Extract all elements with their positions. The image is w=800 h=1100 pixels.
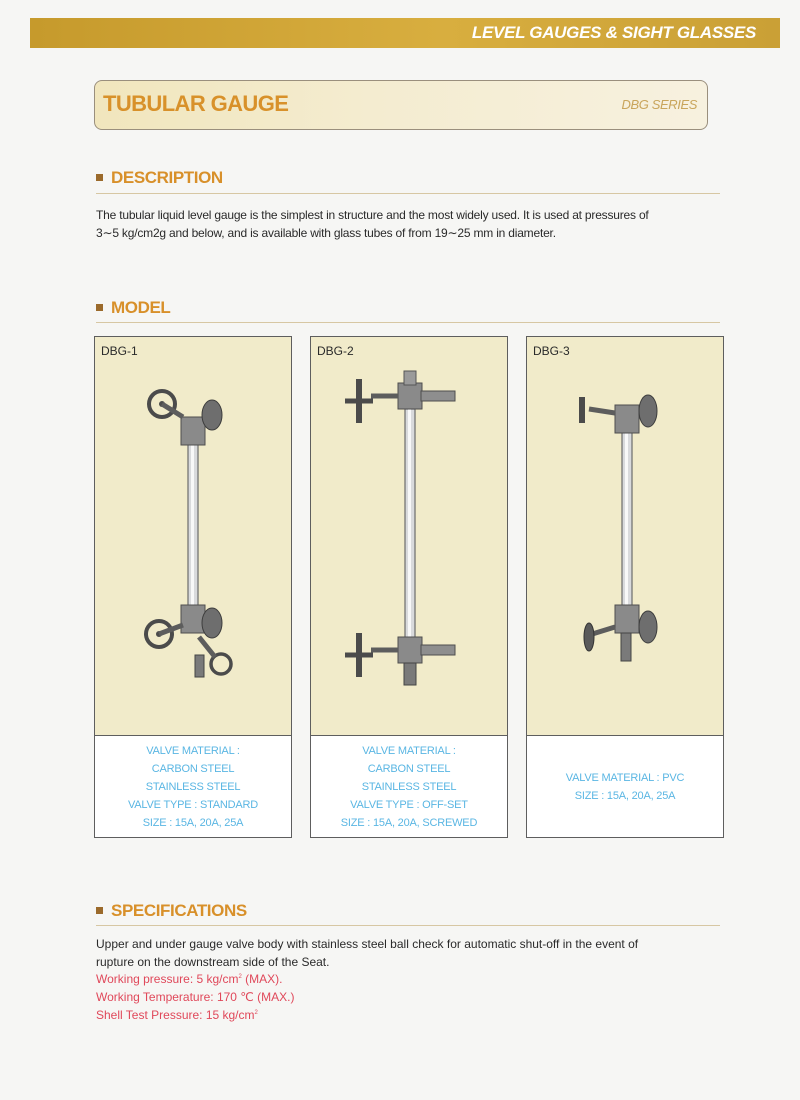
description-text: The tubular liquid level gauge is the simplest in structure and the most widely used. It is used at pressures of 3∼5 kg/cm2g and below, and is available with glass tubes of from 19∼25 mm in diameter. — [96, 208, 649, 240]
specifications-heading: SPECIFICATIONS — [96, 901, 247, 921]
model-card-dbg-3 — [526, 336, 724, 838]
model-card-dbg-1 — [94, 336, 292, 838]
title-box — [94, 80, 708, 130]
page-title: TUBULAR GAUGE — [103, 91, 289, 116]
header-band-title: LEVEL GAUGES & SIGHT GLASSES — [471, 23, 756, 42]
product-photo — [527, 337, 723, 736]
model-heading: MODEL — [96, 298, 170, 318]
divider — [96, 925, 720, 926]
product-photo — [95, 337, 291, 736]
gauge-illustration-icon — [311, 337, 507, 735]
model-specs: VALVE MATERIAL : CARBON STEEL STAINLESS STEEL VALVE TYPE : OFF-SET SIZE : 15A, 20A, SCREWED — [340, 744, 478, 829]
model-label: DBG-1 — [101, 344, 138, 358]
description-heading: DESCRIPTION — [96, 168, 223, 188]
bullet-square-icon — [96, 907, 103, 914]
shell-test-pressure: Shell Test Pressure: 15 $kg/cm^2$ — [96, 1008, 258, 1022]
series-label: DBG SERIES — [621, 97, 697, 112]
model-label: DBG-3 — [533, 344, 570, 358]
model-label: DBG-2 — [317, 344, 354, 358]
model-specs: VALVE MATERIAL : PVC SIZE : 15A, 20A, 25A — [565, 771, 685, 802]
bullet-square-icon — [96, 174, 103, 181]
divider — [96, 193, 720, 194]
model-specs: VALVE MATERIAL : CARBON STEEL STAINLESS STEEL VALVE TYPE : STANDARD SIZE : 15A, 20A, 25A — [127, 744, 259, 829]
product-photo — [311, 337, 507, 736]
model-card-dbg-2 — [310, 336, 508, 838]
header-band — [30, 18, 780, 48]
divider — [96, 322, 720, 323]
working-temperature: Working Temperature: 170 ℃ (MAX.) — [96, 990, 295, 1004]
bullet-square-icon — [96, 304, 103, 311]
gauge-illustration-icon — [527, 337, 723, 735]
specifications-text: Upper and under gauge valve body with stainless steel ball check for automatic shut-off in the event of rupture on the downstream side of the Seat. — [96, 937, 639, 969]
working-pressure: Working pressure: 5 $kg/cm^2$ (MAX). — [96, 972, 283, 986]
gauge-illustration-icon — [95, 337, 291, 735]
